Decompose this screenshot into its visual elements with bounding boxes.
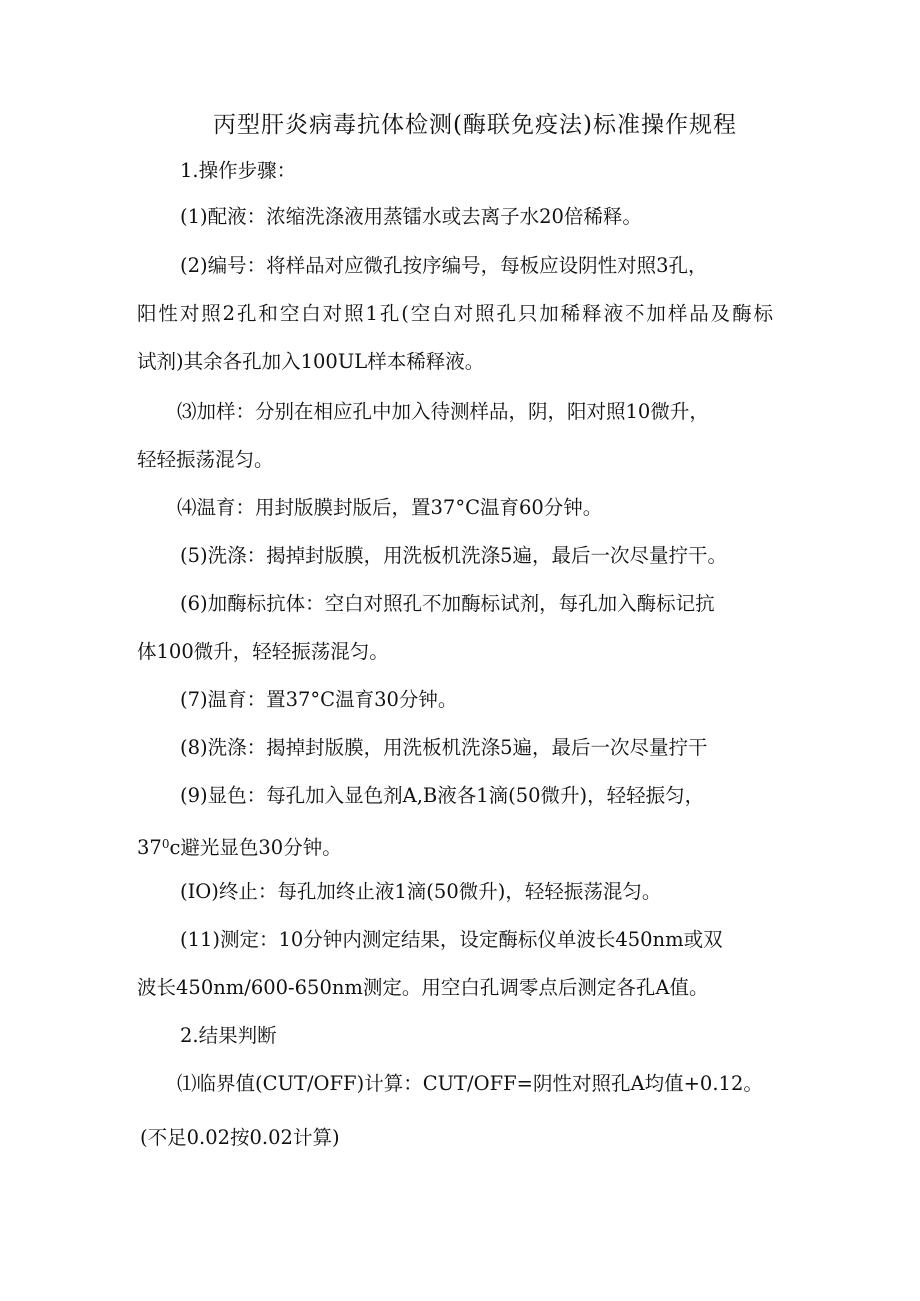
section-heading-results: 2.结果判断: [180, 1024, 277, 1047]
step-4-text: ⑷温育：用封版膜封版后，置37°C温育60分钟。: [177, 496, 603, 519]
step-3-line-2: 轻轻振荡混匀。: [137, 448, 274, 471]
step-11-line-1: (11)测定：10分钟内测定结果，设定酶标仪单波长450nm或双: [180, 928, 723, 951]
step-2-line-3: 试剂)其余各孔加入100UL样本稀释液。: [137, 350, 485, 373]
step-9-line-2-suffix: c避光显色30分钟。: [169, 836, 342, 859]
section-heading-procedure: 1.操作步骤：: [180, 159, 297, 182]
document-title: 丙型肝炎病毒抗体检测(酶联免疫法)标准操作规程: [213, 112, 737, 138]
step-9-degree-mark: 0: [161, 837, 170, 851]
step-7-text: (7)温育：置37°C温育30分钟。: [180, 688, 458, 711]
step-5-text: (5)洗涤：揭掉封版膜，用洗板机洗涤5遍，最后一次尽量拧干。: [180, 544, 728, 567]
step-6-line-2: 体100微升，轻轻振荡混匀。: [137, 640, 389, 663]
step-1-text: (1)配液：浓缩洗涤液用蒸镭水或去离子水20倍稀释。: [180, 205, 642, 228]
step-9-line-1: (9)显色：每孔加入显色剂A,B液各1滴(50微升)，轻轻振匀，: [180, 784, 705, 807]
result-1-note: (不足0.02按0.02计算): [140, 1126, 340, 1149]
step-11-line-2: 波长450nm/600-650nm测定。用空白孔调零点后测定各孔A值。: [137, 976, 709, 999]
step-3-line-1: ⑶加样：分别在相应孔中加入待测样品，阴，阳对照10微升，: [177, 400, 709, 423]
step-6-line-1: (6)加酶标抗体：空白对照孔不加酶标试剂，每孔加入酶标记抗: [180, 592, 715, 615]
step-8-text: (8)洗涤：揭掉封版膜，用洗板机洗涤5遍，最后一次尽量拧干: [180, 736, 708, 759]
step-10-text: (IO)终止：每孔加终止液1滴(50微升)，轻轻振荡混匀。: [180, 880, 662, 903]
result-1-text: ⑴临界值(CUT/OFF)计算：CUT/OFF=阴性对照孔A均值+0.12。: [177, 1072, 763, 1095]
step-2-line-1: (2)编号：将样品对应微孔按序编号，每板应设阴性对照3孔，: [180, 254, 708, 277]
step-9-line-2: [137, 830, 342, 862]
step-2-line-2: 阳性对照2孔和空白对照1孔(空白对照孔只加稀释液不加样品及酶标: [137, 302, 773, 325]
step-9-line-2-prefix: 37: [137, 836, 162, 859]
